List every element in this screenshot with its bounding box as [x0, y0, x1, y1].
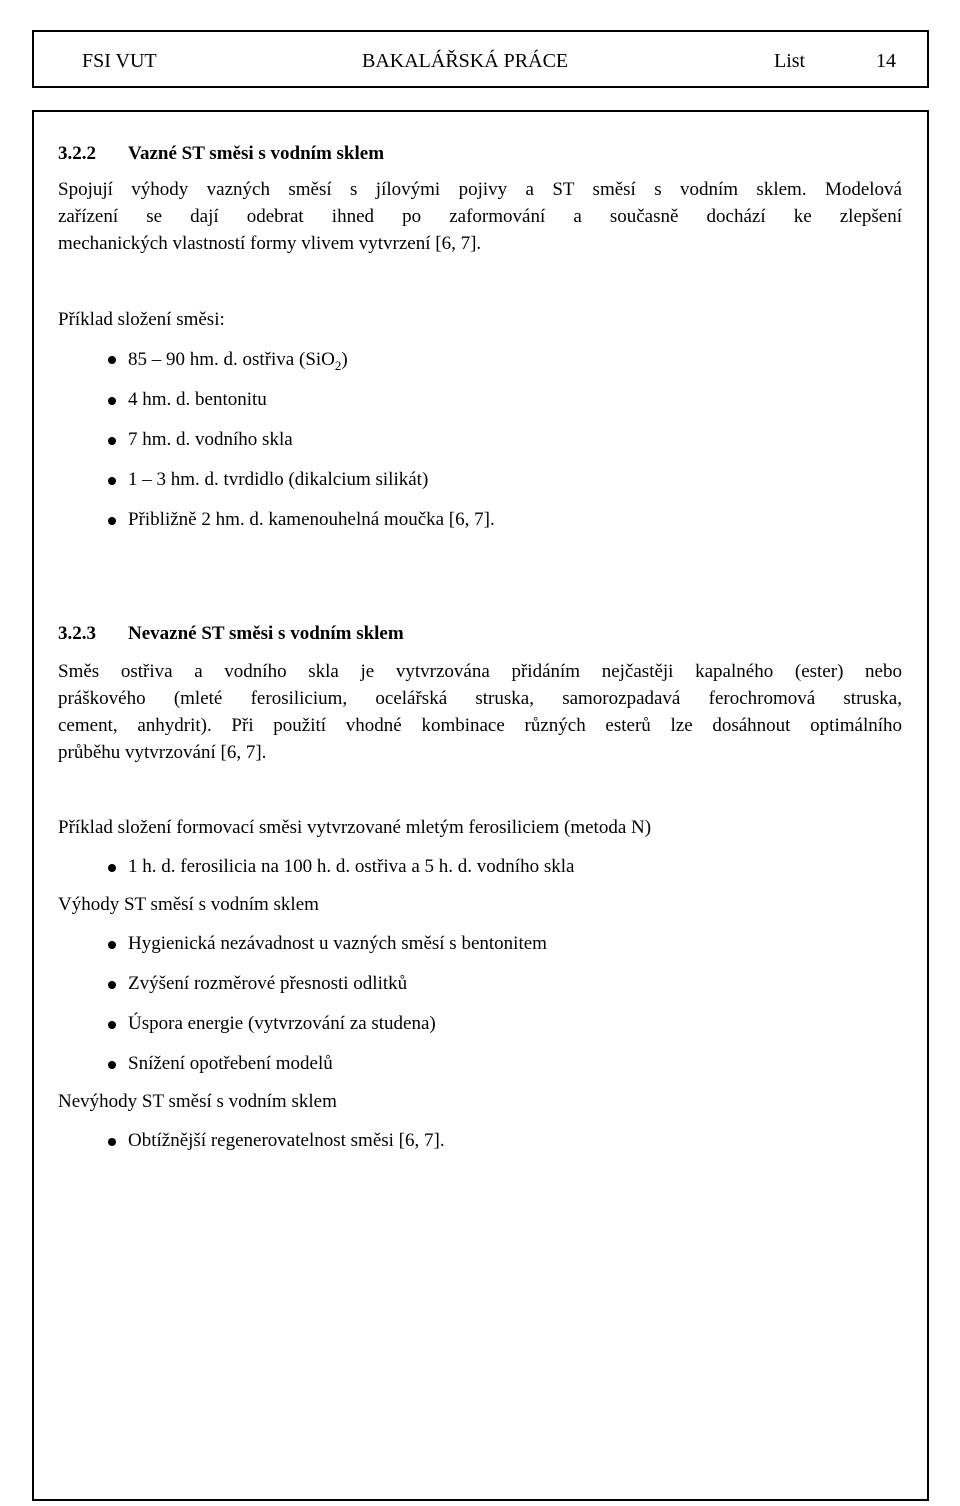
advantage-item: Snížení opotřebení modelů — [128, 1053, 333, 1074]
paragraph-line: mechanických vlastností formy vlivem vytvrzení [6, 7]. — [58, 233, 482, 254]
section-322-heading: Vazné ST směsi s vodním sklem — [128, 143, 385, 164]
section-322-number: 3.2.2 — [58, 143, 96, 164]
bullet-icon — [108, 397, 116, 405]
header-list-label: List — [774, 50, 806, 72]
advantages-label: Výhody ST směsí s vodním sklem — [58, 894, 319, 915]
disadvantages-label: Nevýhody ST směsí s vodním sklem — [58, 1091, 337, 1112]
bullet-icon — [108, 477, 116, 485]
bullet-icon — [108, 864, 116, 872]
section-323-paragraph — [58, 658, 902, 766]
bullet-icon — [108, 1021, 116, 1029]
composition-item: Přibližně 2 hm. d. kamenouhelná moučka [6, 7]. — [128, 509, 495, 530]
paragraph-line: cement, anhydrit). Při použití vhodné kombinace různých esterů lze dosáhnout optimálního — [58, 715, 902, 736]
paragraph-line: zařízení se dají odebrat ihned po zaformování a současně dochází ke zlepšení — [58, 206, 902, 227]
section-322-example-label: Příklad složení směsi: — [58, 309, 225, 330]
bullet-icon — [108, 356, 116, 364]
bullet-icon — [108, 1138, 116, 1146]
bullet-icon — [108, 517, 116, 525]
section-322-paragraph — [58, 176, 902, 257]
paragraph-line: Směs ostřiva a vodního skla je vytvrzována přidáním nejčastěji kapalného (ester) nebo — [58, 661, 902, 682]
header-institution: FSI VUT — [82, 50, 157, 72]
disadvantage-item: Obtížnější regenerovatelnost směsi [6, 7]. — [128, 1130, 445, 1151]
advantage-item: Zvýšení rozměrové přesnosti odlitků — [128, 973, 408, 994]
header-page-number: 14 — [876, 50, 896, 72]
header-title: BAKALÁŘSKÁ PRÁCE — [362, 50, 569, 72]
bullet-icon — [108, 981, 116, 989]
example-item: 1 h. d. ferosilicia na 100 h. d. ostřiva a 5 h. d. vodního skla — [128, 856, 575, 877]
section-323-example-label: Příklad složení formovací směsi vytvrzované mletým ferosiliciem (metoda N) — [58, 817, 652, 838]
bullet-icon — [108, 941, 116, 949]
advantage-item: Hygienická nezávadnost u vazných směsí s bentonitem — [128, 933, 547, 954]
paragraph-line: Spojují výhody vazných směsí s jílovými pojivy a ST směsí s vodním sklem. Modelová — [58, 179, 902, 200]
composition-item: 1 – 3 hm. d. tvrdidlo (dikalcium silikát) — [128, 469, 429, 490]
advantage-item: Úspora energie (vytvrzování za studena) — [128, 1013, 436, 1034]
paragraph-line: průběhu vytvrzování [6, 7]. — [58, 742, 267, 763]
composition-item: 7 hm. d. vodního skla — [128, 429, 293, 450]
section-323-number: 3.2.3 — [58, 623, 96, 644]
composition-item: 85 – 90 hm. d. ostřiva (SiO$_2$) — [128, 349, 348, 373]
paragraph-line: práškového (mleté ferosilicium, ocelářská struska, samorozpadavá ferochromová struska, — [58, 688, 902, 709]
bullet-icon — [108, 1061, 116, 1069]
page-header — [32, 30, 929, 88]
section-323-heading: Nevazné ST směsi s vodním sklem — [128, 623, 404, 644]
bullet-icon — [108, 437, 116, 445]
composition-item: 4 hm. d. bentonitu — [128, 389, 267, 410]
